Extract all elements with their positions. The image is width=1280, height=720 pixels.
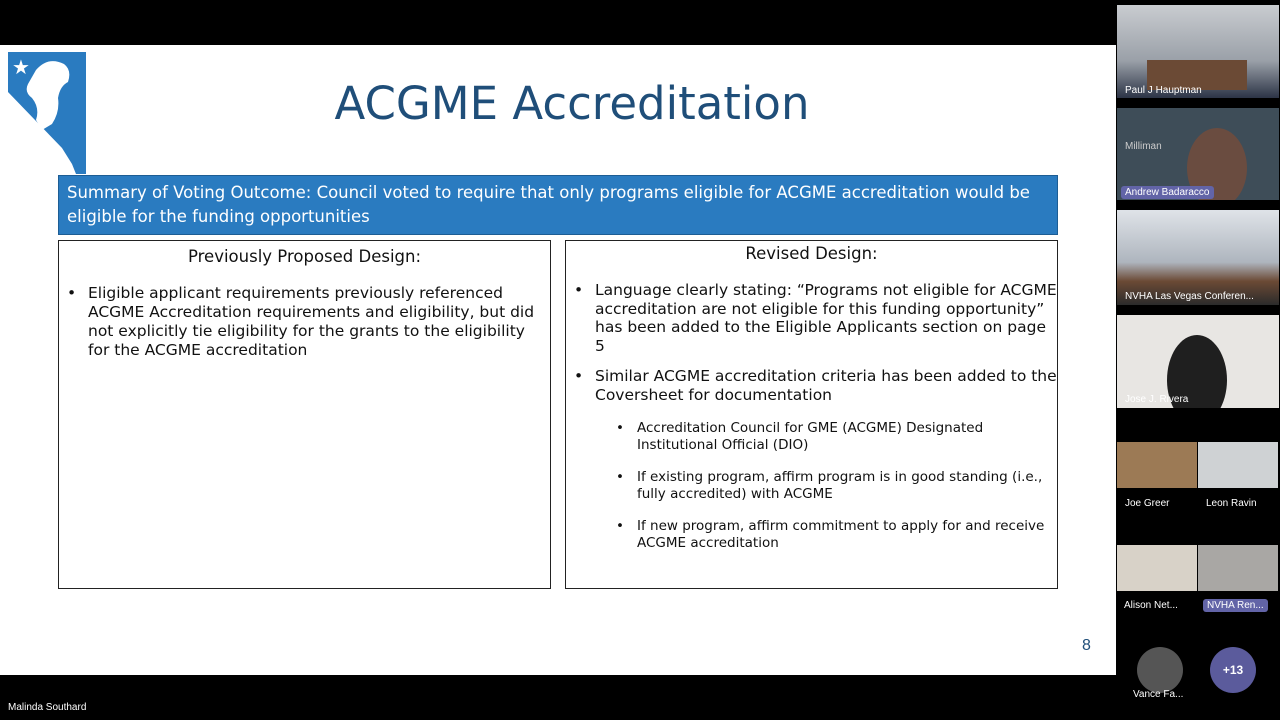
box-heading: Previously Proposed Design: [187, 247, 422, 266]
more-participants-button[interactable]: +13 [1210, 647, 1256, 693]
sub-bullet: • Accreditation Council for GME (ACGME) Designated Institutional Official (DIO) [566, 420, 1057, 454]
presenter-name: Malinda Southard [8, 702, 87, 713]
shared-slide [0, 45, 1116, 675]
bullet: • Language clearly stating: “Programs not eligible for ACGME accreditation are not eligible for this funding opportunity” has been added to the Eligible Applicants section on page 5 [566, 281, 1057, 355]
bullet: • Similar ACGME accreditation criteria has been added to the Coversheet for documentation [566, 367, 1057, 404]
video-tile[interactable] [1198, 442, 1278, 488]
box-heading: Revised Design: [745, 244, 878, 263]
participant-name: Jose J. Rivera [1125, 394, 1189, 405]
svg-text:★: ★ [12, 57, 30, 79]
video-tile[interactable] [1117, 545, 1197, 591]
sub-bullet: • If new program, affirm commitment to apply for and receive ACGME accreditation [566, 518, 1057, 552]
participant-name: Vance Fa... [1133, 689, 1184, 700]
video-tile[interactable] [1117, 5, 1279, 98]
revised-design-box [565, 240, 1058, 589]
slide-title: ACGME Accreditation [334, 77, 810, 130]
participant-name: NVHA Las Vegas Conferen... [1125, 291, 1254, 302]
voting-outcome-banner: Summary of Voting Outcome: Council voted to require that only programs eligible for ACGME accreditation would be eligible for the funding opportunities [58, 175, 1058, 235]
video-tile[interactable] [1117, 210, 1279, 305]
previous-design-box [58, 240, 551, 589]
video-tile[interactable] [1117, 315, 1279, 408]
participant-name: Paul J Hauptman [1125, 85, 1202, 96]
participant-name: Andrew Badaracco [1121, 186, 1214, 199]
video-tile[interactable] [1117, 442, 1197, 488]
sub-bullet: • If existing program, affirm program is in good standing (i.e., fully accredited) with ACGME [566, 469, 1057, 503]
participant-name: Joe Greer [1125, 498, 1170, 509]
video-tile[interactable] [1117, 108, 1279, 200]
bullet: • Eligible applicant requirements previously referenced ACGME Accreditation requirements and eligibility, but did not explicitly tie eligibility for the grants to the eligibility for the ACGME accreditation [59, 284, 550, 360]
participant-name: Alison Net... [1124, 600, 1178, 611]
video-tile[interactable] [1198, 545, 1278, 591]
milliman-watermark: Milliman [1125, 141, 1162, 152]
participant-name: Leon Ravin [1206, 498, 1257, 509]
avatar[interactable] [1137, 647, 1183, 693]
participant-name: NVHA Ren... [1203, 599, 1268, 612]
page-number: 8 [1082, 637, 1091, 654]
